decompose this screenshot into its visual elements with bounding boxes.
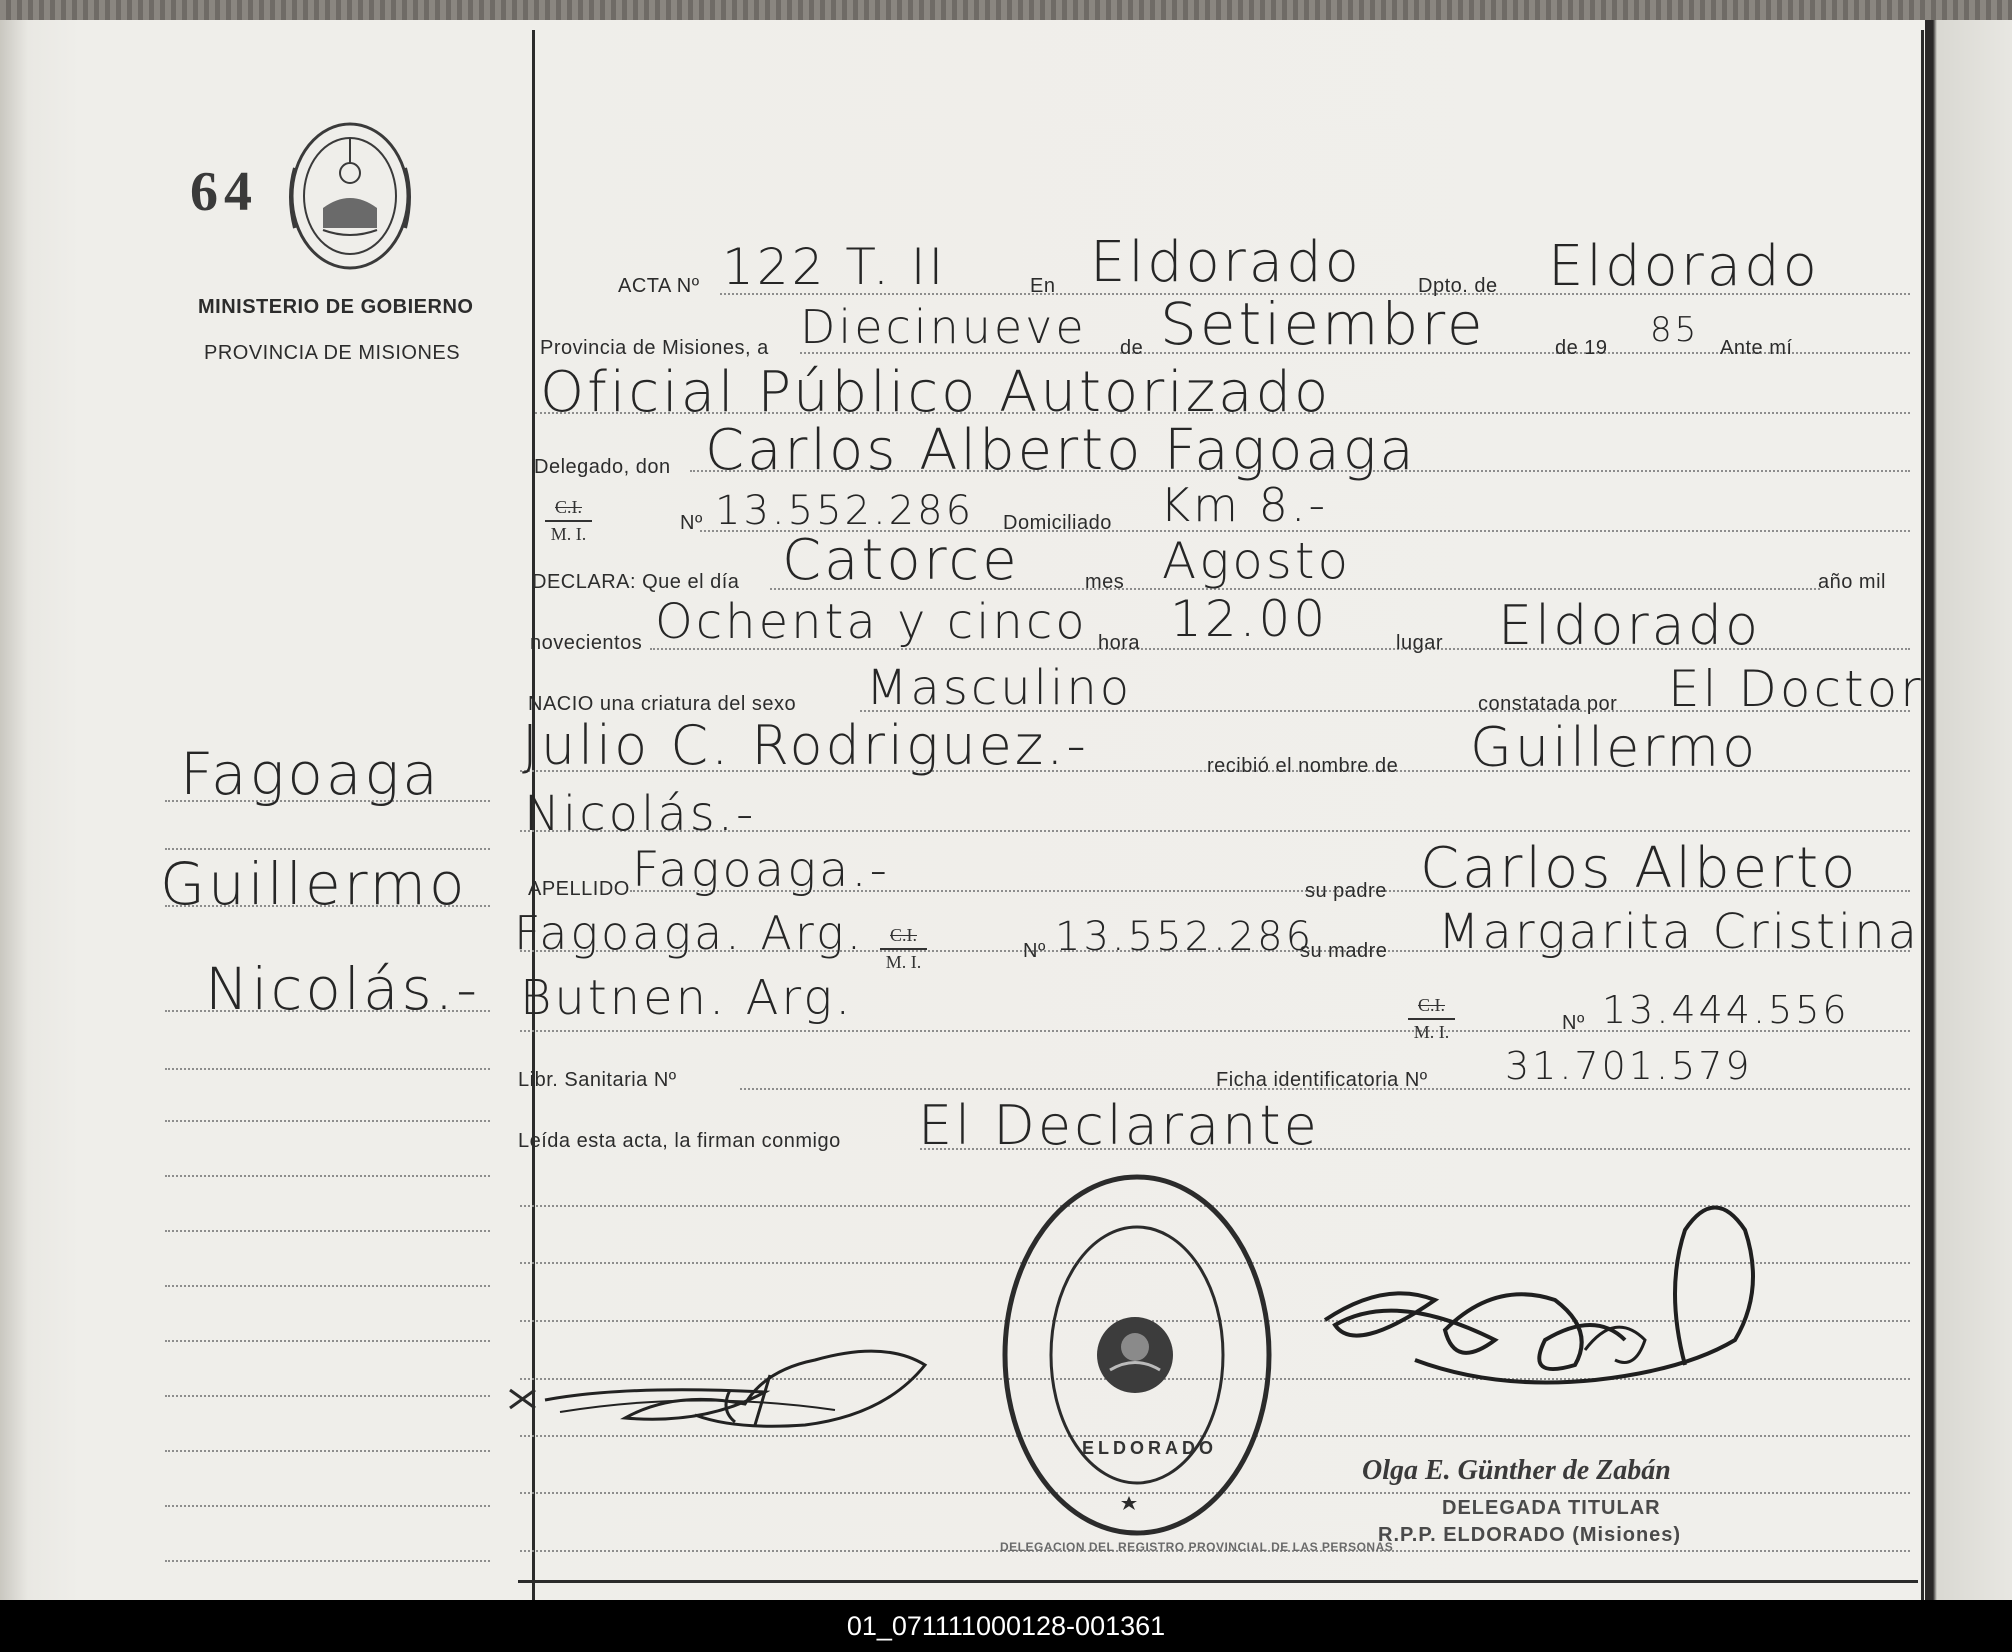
- ministry-heading: MINISTERIO DE GOBIERNO: [198, 296, 474, 318]
- ci-label: C.I.: [1408, 995, 1455, 1020]
- father-2: Fagoaga. Arg.: [514, 906, 865, 960]
- dpto-value: Eldorado: [1548, 234, 1820, 299]
- padre-label: su padre: [1305, 880, 1387, 902]
- ci-label: C.I.: [545, 497, 592, 522]
- declarant-signature: [505, 1330, 945, 1450]
- birth-month: Agosto: [1162, 532, 1352, 590]
- mes-label: mes: [1085, 571, 1125, 593]
- no-label: Nº: [680, 512, 703, 534]
- dpto-label: Dpto. de: [1418, 275, 1498, 297]
- hora-label: hora: [1098, 632, 1141, 654]
- official-printed-name: Olga E. Günther de Zabán: [1362, 1455, 1671, 1486]
- verified-by-2: Julio C. Rodriguez.-: [522, 714, 1089, 777]
- de-label: de: [1120, 337, 1144, 359]
- province-heading: PROVINCIA DE MISIONES: [204, 342, 461, 364]
- year-suffix: 85: [1650, 310, 1700, 350]
- ano-label: año mil: [1818, 571, 1886, 593]
- surname-value: Fagoaga.-: [632, 842, 890, 898]
- novecientos-label: novecientos: [530, 632, 643, 654]
- nacio-label: NACIO una criatura del sexo: [528, 693, 797, 715]
- margin-surname: Fagoaga: [180, 740, 441, 808]
- page-number: 64: [190, 161, 258, 223]
- margin-line: [165, 1450, 490, 1452]
- ante-label: Ante mí: [1720, 337, 1793, 359]
- place-value: Eldorado: [1498, 594, 1762, 657]
- acta-number: 122 T. II: [722, 238, 947, 296]
- hour-value: 12.00: [1170, 590, 1329, 648]
- adjacent-page-edge: [1925, 20, 2012, 1600]
- given-name-2: Nicolás.-: [524, 786, 757, 842]
- no-label: Nº: [1023, 940, 1046, 962]
- leida-label: Leída esta acta, la firman conmigo: [518, 1130, 841, 1152]
- de19-label: de 19: [1555, 337, 1608, 359]
- en-label: En: [1030, 275, 1056, 297]
- mi-label: M. I.: [885, 952, 922, 972]
- lugar-label: lugar: [1396, 632, 1443, 654]
- birth-day: Catorce: [782, 528, 1020, 593]
- margin-line: [165, 1395, 490, 1397]
- declara-label: DECLARA: Que el día: [532, 571, 740, 593]
- mi-label: M. I.: [550, 524, 587, 544]
- domicilio-value: Km 8.-: [1160, 478, 1329, 532]
- signed-by: El Declarante: [918, 1094, 1320, 1157]
- official-value: Oficial Público Autorizado: [540, 360, 1332, 425]
- id-type-fraction: [545, 497, 592, 545]
- father-id: 13.552.286: [1055, 914, 1315, 960]
- ci-label: C.I.: [880, 925, 927, 950]
- margin-line: [165, 1175, 490, 1177]
- ficha-label: Ficha identificatoria Nº: [1216, 1069, 1428, 1091]
- margin-second-name: Nicolás.-: [205, 955, 481, 1023]
- margin-line: [165, 1560, 490, 1562]
- image-reference-code: 01_071111000128-001361: [0, 1600, 2012, 1652]
- margin-line: [165, 1285, 490, 1287]
- margin-line: [165, 1230, 490, 1232]
- father-1: Carlos Alberto: [1420, 836, 1859, 901]
- en-place: Eldorado: [1090, 230, 1362, 295]
- registry-stamp: [995, 1165, 1280, 1545]
- delegado-id: 13.552.286: [715, 488, 975, 534]
- day-value: Diecinueve: [800, 300, 1087, 354]
- provincia-label: Provincia de Misiones, a: [540, 337, 769, 359]
- no-label: Nº: [1562, 1012, 1585, 1034]
- verified-by-1: El Doctor: [1668, 660, 1924, 718]
- mother-1: Margarita Cristina: [1438, 904, 1921, 960]
- acta-label: ACTA Nº: [618, 275, 700, 297]
- sex-value: Masculino: [866, 660, 1133, 716]
- delegado-label: Delegado, don: [534, 456, 671, 478]
- stamp-ring-text: DELEGACION DEL REGISTRO PROVINCIAL DE LAS PERSONAS: [1000, 1540, 1394, 1554]
- apellido-label: APELLIDO: [528, 878, 630, 900]
- month-value: Setiembre: [1160, 290, 1486, 358]
- mother-id: 13.444.556: [1602, 988, 1850, 1032]
- mother-2: Butnen. Arg.: [520, 970, 854, 1026]
- domiciliado-label: Domiciliado: [1003, 512, 1112, 534]
- libr-label: Libr. Sanitaria Nº: [518, 1069, 677, 1091]
- official-title: DELEGADA TITULAR: [1442, 1497, 1661, 1519]
- ficha-value: 31.701.579: [1505, 1044, 1753, 1088]
- margin-line: [165, 1120, 490, 1122]
- mi-label: M. I.: [1413, 1022, 1450, 1042]
- given-name-1: Guillermo: [1470, 716, 1759, 779]
- stamp-center-text: ELDORADO: [1082, 1438, 1217, 1458]
- margin-line: [165, 1505, 490, 1507]
- margin-given-name: Guillermo: [160, 850, 468, 918]
- constatada-label: constatada por: [1478, 693, 1618, 715]
- margin-line: [165, 1068, 490, 1070]
- mother-id-type: [1408, 995, 1455, 1043]
- madre-label: su madre: [1300, 940, 1388, 962]
- delegado-name: Carlos Alberto Fagoaga: [705, 418, 1417, 483]
- recibio-label: recibió el nombre de: [1207, 755, 1399, 777]
- right-page-border: [1921, 30, 1924, 1600]
- provincial-seal-icon: [283, 118, 418, 273]
- official-office: R.P.P. ELDORADO (Misiones): [1378, 1524, 1682, 1546]
- margin-line: [165, 1340, 490, 1342]
- entry-divider: [518, 1580, 1918, 1583]
- father-id-type: [880, 925, 927, 973]
- birth-year-words: Ochenta y cinco: [655, 594, 1088, 650]
- official-signature: [1295, 1190, 1795, 1430]
